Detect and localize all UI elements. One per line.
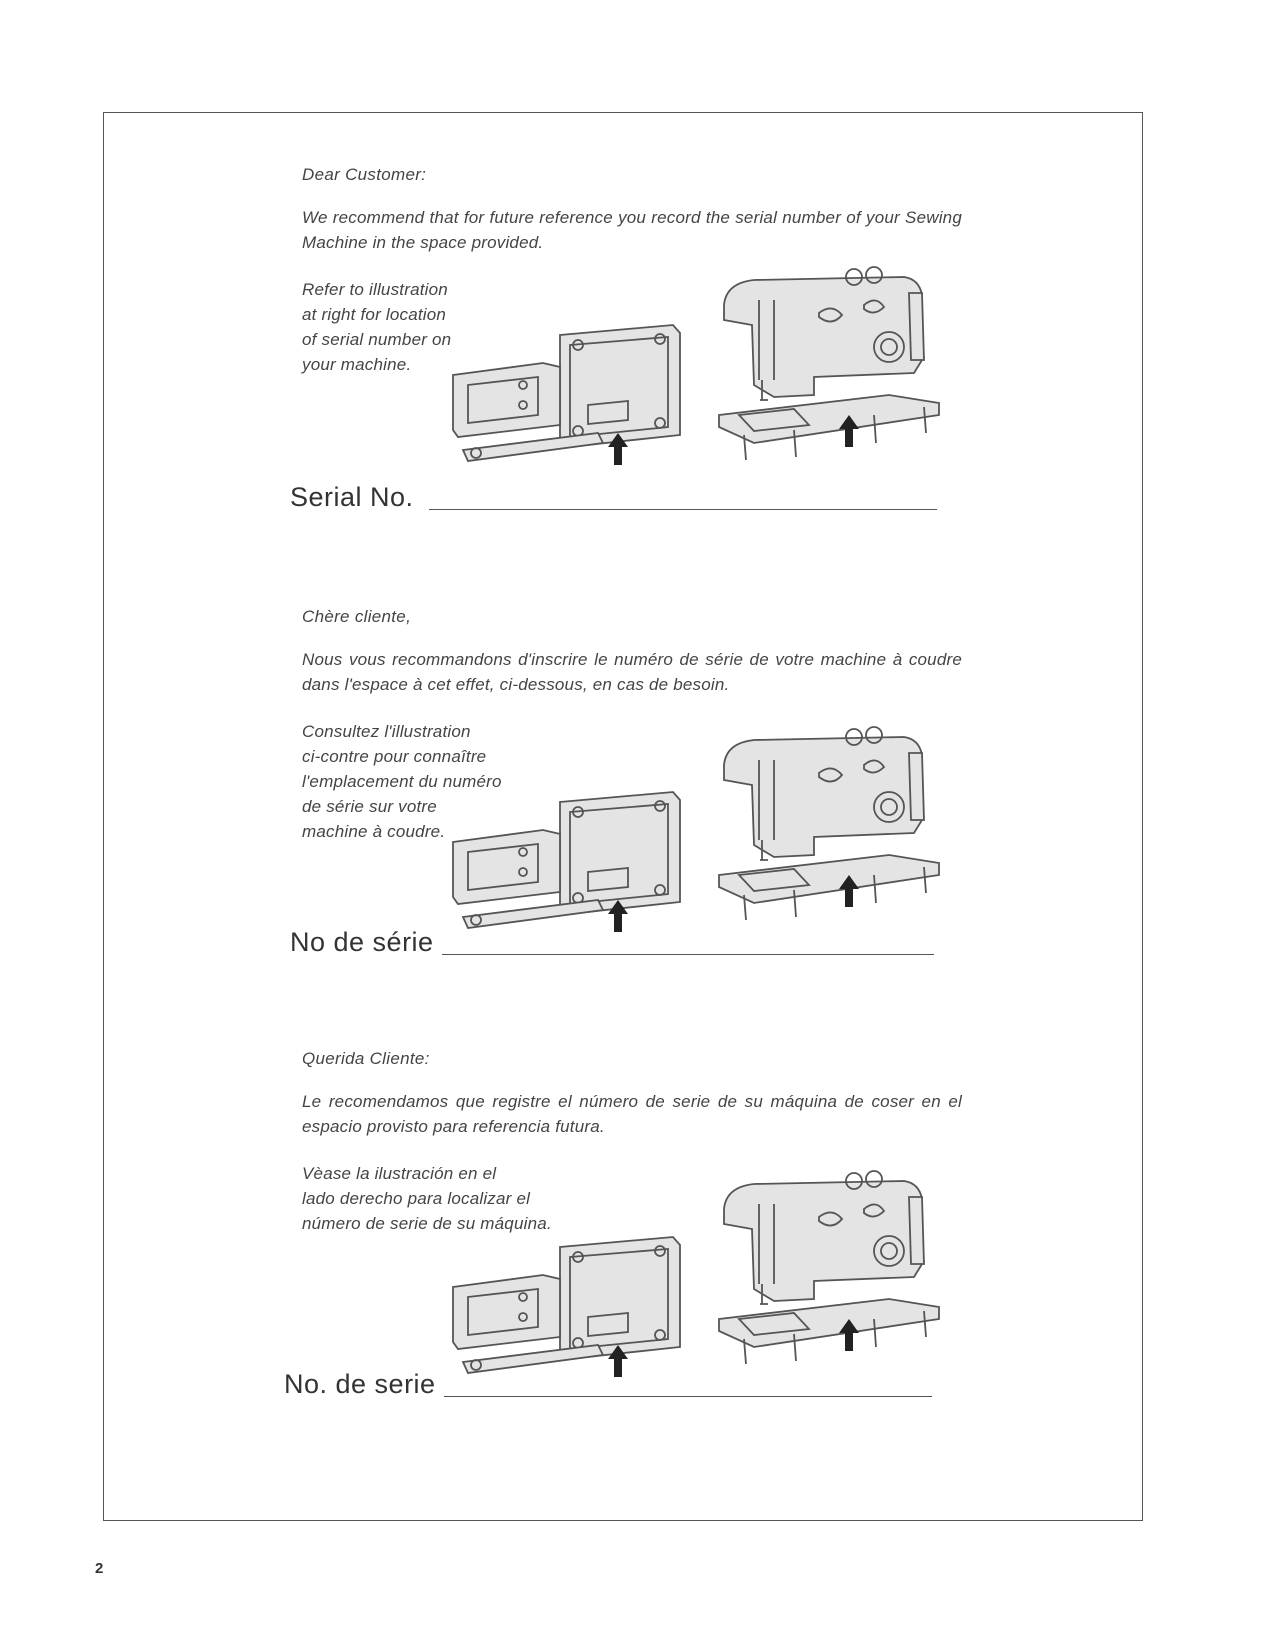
greeting: Chère cliente, [302,607,412,626]
serial-number-line[interactable] [442,954,934,955]
refer-text: Vèase la ilustración en el lado derecho para localizar el número de serie de su máquina. [302,1164,552,1233]
refer-text: Refer to illustration at right for location of serial number on your machine. [302,280,452,374]
greeting: Dear Customer: [302,165,427,184]
section-english [104,165,1142,585]
sewing-machine-illustration [714,725,944,940]
intro-text: Nous vous recommandons d'inscrire le numéro de série de votre machine à coudre dans l'espace à cet effet, ci-dessous, en cas de besoin. [302,650,962,694]
section-spanish [104,1049,1142,1469]
page-number: 2 [95,1560,104,1577]
serial-number-label: No. de serie [284,1369,436,1399]
serial-number-line[interactable] [429,509,937,510]
intro-text: We recommend that for future reference you record the serial number of your Sewing Machine in the space provided. [302,208,962,252]
document-frame [103,112,1143,1521]
sewing-machine-illustration [714,265,944,480]
serial-number-label: Serial No. [290,482,414,512]
machine-bed-illustration [448,315,698,480]
section-french [104,607,1142,1027]
greeting: Querida Cliente: [302,1049,430,1068]
refer-text: Consultez l'illustration ci-contre pour connaître l'emplacement du numéro de série sur votre machine à coudre. [302,722,502,841]
serial-number-line[interactable] [444,1396,932,1397]
machine-bed-illustration [448,782,698,947]
intro-text: Le recomendamos que registre el número de serie de su máquina de coser en el espacio provisto para referencia futura. [302,1092,962,1136]
machine-bed-illustration [448,1227,698,1392]
serial-number-label: No de série [290,927,434,957]
sewing-machine-illustration [714,1169,944,1384]
